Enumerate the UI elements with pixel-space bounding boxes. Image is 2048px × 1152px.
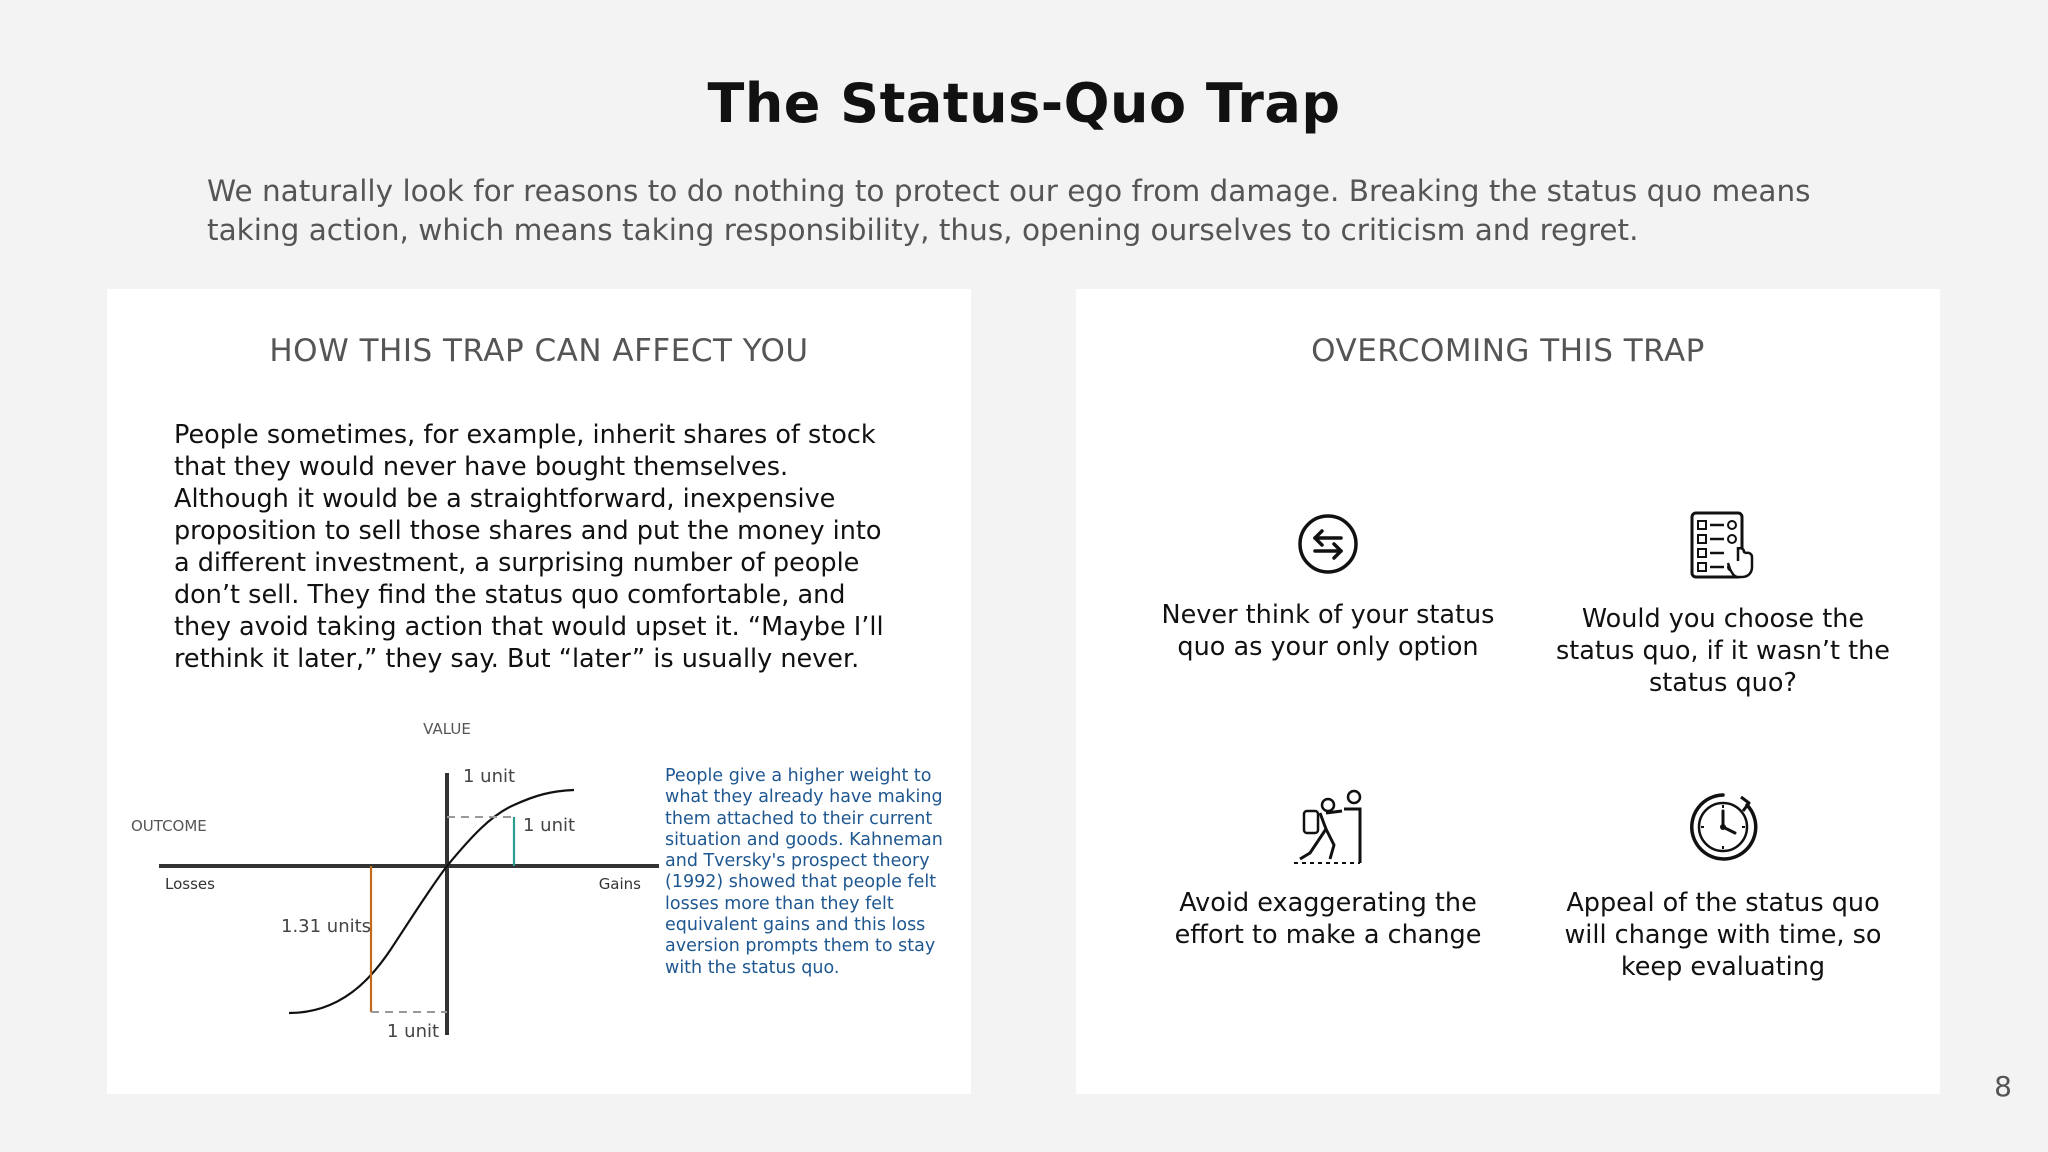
gain-y-annotation: 1 unit [523, 815, 576, 836]
loss-x-annotation: 1 unit [387, 1021, 440, 1042]
gains-label: Gains [598, 875, 641, 893]
slide-subtitle: We naturally look for reasons to do nothing to protect our ego from damage. Breaking the status quo means taking action, which means taking responsibility, thus, opening ourselves to criticism and regret. [207, 174, 1811, 247]
tip-text: Would you choose the status quo, if it wasn’t the status quo? [1556, 604, 1890, 698]
prospect-theory-chart [131, 719, 751, 1059]
tip-text: Appeal of the status quo will change with time, so keep evaluating [1564, 888, 1882, 982]
overcoming-card [1076, 289, 1940, 1094]
page-number: 8 [1994, 1070, 2012, 1103]
swap-arrows-icon [1295, 511, 1361, 577]
affect-card-heading: HOW THIS TRAP CAN AFFECT YOU [269, 333, 809, 369]
tip-item [1553, 511, 1893, 699]
tip-item [1158, 511, 1498, 663]
tip-text: Avoid exaggerating the effort to make a change [1174, 888, 1482, 950]
climber-icon [1288, 789, 1368, 865]
slide-title: The Status-Quo Trap [707, 72, 1341, 135]
affect-card [107, 289, 971, 1094]
y-axis-label: VALUE [423, 720, 471, 738]
tip-text: Never think of your status quo as your only option [1161, 600, 1495, 662]
chart-explanation: People give a higher weight to what they already have making them attached to their current situation and goods. Kahneman and Tversky's prospect theory (1992) showed that people felt losses more than they felt equivalent gains and this loss aversion prompts them to stay with the status quo. [665, 766, 943, 978]
loss-y-annotation: 1.31 units [281, 916, 372, 937]
affect-card-body: People sometimes, for example, inherit shares of stock that they would never have bought themselves. Although it would be a straightforward, inexpensive proposition to sell those shares and put the money into a different investment, a surprising number of people don’t sell. They find the status quo comfortable, and they avoid taking action that would upset it. “Maybe I’ll rethink it later,” they say. But “later” is usually never. [174, 420, 884, 674]
stopwatch-icon [1685, 789, 1761, 865]
losses-label: Losses [165, 875, 215, 893]
checklist-hand-icon [1686, 511, 1760, 581]
tip-item [1553, 789, 1893, 983]
tip-item [1158, 789, 1498, 951]
gain-x-annotation: 1 unit [463, 766, 516, 787]
x-axis-label: OUTCOME [131, 817, 207, 835]
overcoming-card-heading: OVERCOMING THIS TRAP [1311, 333, 1705, 369]
